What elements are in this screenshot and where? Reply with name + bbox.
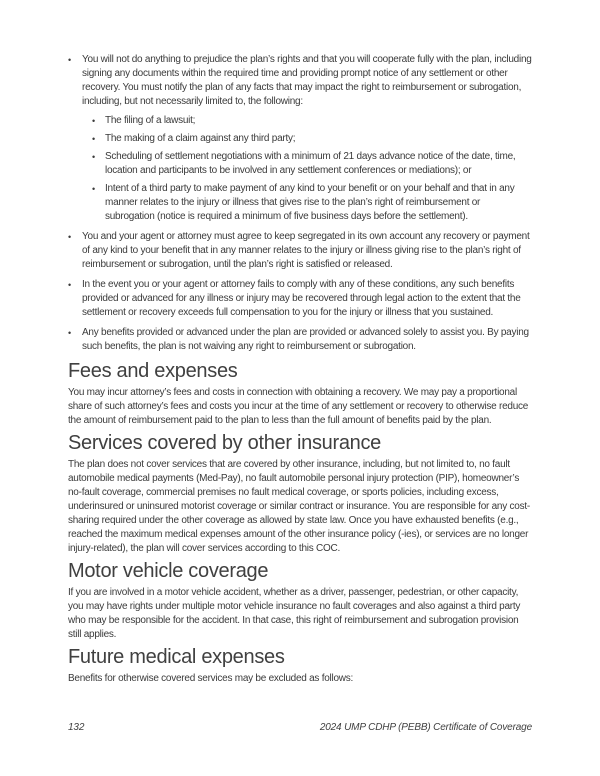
section-paragraph: You may incur attorney’s fees and costs in connection with obtaining a recovery. We may pay a proportional share of such attorney’s fees and costs you incur at the time of any settlement or recovery to otherwise reduce the amount of reimbursement paid to the plan to less than the full amount of benefits paid by the plan. <box>68 387 529 426</box>
section-paragraph: Benefits for otherwise covered services may be excluded as follows: <box>68 673 354 684</box>
bullet-marker: • <box>92 184 95 194</box>
list-item <box>68 326 532 354</box>
bullet-marker: • <box>92 116 95 126</box>
section-services-covered-by-other-insurance <box>68 432 532 556</box>
section-motor-vehicle-coverage <box>68 560 532 642</box>
page-footer <box>68 721 532 735</box>
sub-bullet-text: The making of a claim against any third party; <box>105 133 296 144</box>
sub-bullet-text: The filing of a lawsuit; <box>105 115 196 126</box>
bullet-marker: • <box>68 280 71 290</box>
sub-bullet-text: Intent of a third party to make payment of any kind to your benefit or on your behalf and that in any manner relates to the injury or illness that gives rise to the plan’s right of reimbursement or subrogation (notice is required a minimum of five business days before the settlement). <box>105 183 515 222</box>
section-future-medical-expenses <box>68 646 532 686</box>
list-item <box>68 230 532 272</box>
footer-document-title: 2024 UMP CDHP (PEBB) Certificate of Coverage <box>319 722 532 733</box>
page-number: 132 <box>68 722 85 733</box>
section-heading: Motor vehicle coverage <box>68 560 269 582</box>
list-item <box>92 150 532 178</box>
bullet-text: You will not do anything to prejudice the plan’s rights and that you will cooperate fully with the plan, including signing any documents within the required time and providing prompt notice of any settlement or other recovery. You must notify the plan of any facts that may impact the right to reimbursement or subrogation, including, but not necessarily limited to, the following: <box>82 54 532 107</box>
section-heading: Future medical expenses <box>68 646 285 668</box>
bullet-text: Any benefits provided or advanced under the plan are provided or advanced solely to assist you. By paying such benefits, the plan is not waiving any right to reimbursement or subrogation. <box>82 327 529 352</box>
list-item <box>92 132 532 146</box>
bullet-marker: • <box>68 55 71 65</box>
list-item <box>92 182 532 224</box>
sub-bullet-list <box>82 114 532 224</box>
bullet-text: You and your agent or attorney must agree to keep segregated in its own account any recovery or payment of any kind to your benefit that in any manner relates to the injury or illness giving rise to the plan’s right of reimbursement or subrogation, until the plan’s right is satisfied or released. <box>82 231 530 270</box>
section-heading: Fees and expenses <box>68 360 238 382</box>
sub-bullet-text: Scheduling of settlement negotiations with a minimum of 21 days advance notice of the date, time, location and participants to be involved in any settlement conferences or mediations); or <box>105 151 516 176</box>
section-heading: Services covered by other insurance <box>68 432 381 454</box>
bullet-marker: • <box>92 152 95 162</box>
section-fees-and-expenses <box>68 360 532 428</box>
bullet-marker: • <box>92 134 95 144</box>
bullet-marker: • <box>68 232 71 242</box>
section-paragraph: The plan does not cover services that are covered by other insurance, including, but not limited to, no fault automobile medical payments (Med-Pay), no fault automobile personal injury protection (PIP), homeowner’s no-fault coverage, commercial premises no fault medical coverage, or sports policies, including excess, underinsured or uninsured motorist coverage or similar contract or insurance. You are responsible for any cost-sharing required under the other coverage as allowed by state law. Once you have exhausted benefits (e.g., reached the maximum medical expenses amount of the other insurance policy (-ies), or services are no longer injury-related), the plan will cover services according to this COC. <box>68 459 530 554</box>
list-item <box>68 278 532 320</box>
bullet-marker: • <box>68 328 71 338</box>
bullet-text: In the event you or your agent or attorney fails to comply with any of these conditions, any such benefits provided or advanced for any illness or injury may be recovered through legal action to the extent that the settlement or recovery exceeds full compensation to you for the injury or illness that you sustained. <box>82 279 521 318</box>
top-bullet-list <box>68 53 532 354</box>
list-item <box>92 114 532 128</box>
section-paragraph: If you are involved in a motor vehicle accident, whether as a driver, passenger, pedestrian, or other capacity, you may have rights under multiple motor vehicle insurance no fault coverages and also against a third party who may be responsible for the accident. In that case, this right of reimbursement and subrogation provision still applies. <box>68 587 521 640</box>
list-item <box>68 53 532 224</box>
